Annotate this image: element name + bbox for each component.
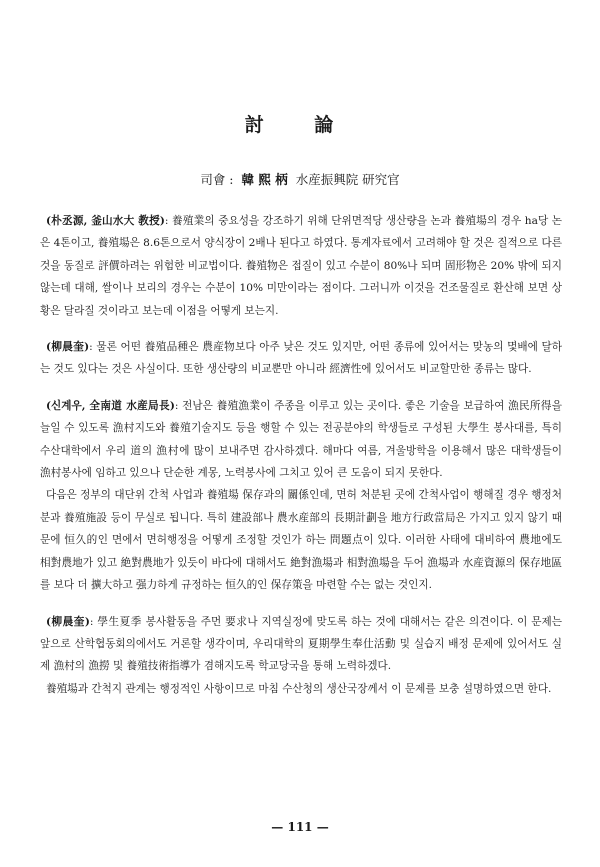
paragraph-text: 다음은 정부의 대단위 간척 사업과 養殖場 保存과의 關係인데, 면허 처분된 곳에 간척사업이 행해질 경우 행정처분과 養殖施設 등이 무실로 됩니다. 특히 建設部나 農水産部의 長期計劃을 地方行政當局은 가지고 있지 않기 때문에 恒久的인 면에서 면허행정을 어떻게 조정할 것인가 하는 問題点이 있다. 이러한 사태에 대비하여 農地에도 相對農地가 있고 絶對農地가 있듯이 바다에 대해서도 絶對漁場과 相對漁場을 두어 漁場과 水産資源의 保存地區를 보다 더 擴大하고 强力하게 규정하는 恒久的인 保存策을 마련할 수는 없는 것인지. xyxy=(40,489,562,592)
discussion-paragraph-5 xyxy=(40,611,562,678)
page-title: 討 論 xyxy=(244,114,356,136)
discussion-paragraph-4 xyxy=(40,484,562,596)
discussion-paragraph-6 xyxy=(40,678,562,700)
moderator-affiliation: 水産振興院 研究官 xyxy=(295,172,400,187)
paragraph-text: : 學生夏季 봉사활동을 주먼 要求나 지역실정에 맞도록 하는 것에 대해서는 같은 의견이다. 이 문제는 앞으로 산학협동회의에서도 거론할 생각이며, 우리대학의 夏期學生奉仕活動 및 실습지 배정 문제에 있어서도 실제 漁村의 漁撈 및 養殖技術指導가 겸해지도록 학교당국을 통해 노력하겠다. xyxy=(40,615,562,673)
discussion-paragraph-2 xyxy=(40,336,562,381)
speaker-label: (柳晨奎) xyxy=(46,341,90,354)
paragraph-text: 養殖場과 간척지 관계는 행정적인 사항이므로 마침 수산청의 생산국장께서 이 문제를 보충 설명하였으면 한다. xyxy=(46,682,552,695)
moderator-line xyxy=(0,170,600,188)
speaker-label: (신계우, 全南道 水産局長) xyxy=(46,399,175,412)
paragraph-text: : 전남은 養殖漁業이 주종을 이루고 있는 곳이다. 좋은 기술을 보급하여 漁民所得을 늘일 수 있도록 漁村지도와 養殖기술지도 등을 행할 수 있는 전공분야의 학생들로 구성된 大學生 봉사대를, 특히 수산대학에서 우리 道의 漁村에 많이 보내주면 감사하겠다. 해마다 여름, 겨울방학을 이용해서 많은 대학생들이 漁村봉사에 임하고 있으나 단순한 계몽, 노력봉사에 그치고 있어 큰 도움이 되지 못한다. xyxy=(40,399,562,480)
speaker-label: (朴丞源, 釜山水大 教授) xyxy=(46,215,165,227)
discussion-paragraph-3 xyxy=(40,395,562,485)
page-number: — 111 — xyxy=(271,820,329,834)
speaker-label: (柳晨奎) xyxy=(46,615,90,628)
moderator-label: 司會 : xyxy=(200,172,234,187)
discussion-body xyxy=(40,210,562,714)
paragraph-text: : 養殖業의 중요성을 강조하기 위해 단위면적당 생산량을 논과 養殖場의 경우 ha당 논은 4톤이고, 養殖場은 8.6톤으로서 양식장이 2배나 된다고 하였다. 통계자료에서 고려해야 할 것은 질적으로 다른 것을 동질로 評價하려는 위험한 비교법이다. 養殖物은 접질이 있고 수분이 80%나 되며 固形物은 20% 밖에 되지않는데 대해, 쌀이나 보리의 경우는 수분이 10% 미만이라는 점이다. 그러니까 이것을 건조물질로 환산해 보면 상황은 달라질 것이라고 보는데 이점을 어떻게 보는지. xyxy=(40,215,562,317)
discussion-paragraph-1 xyxy=(40,210,562,322)
paragraph-text: : 물론 어떤 養殖品種은 農産物보다 아주 낮은 것도 있지만, 어떤 종류에 있어서는 맞농의 몇배에 달하는 것도 있다는 것은 사실이다. 또한 생산량의 비교뿐만 아니라 經濟性에 있어서도 비교할만한 종류는 많다. xyxy=(40,341,562,376)
moderator-name: 韓 熙 柄 xyxy=(241,172,288,187)
